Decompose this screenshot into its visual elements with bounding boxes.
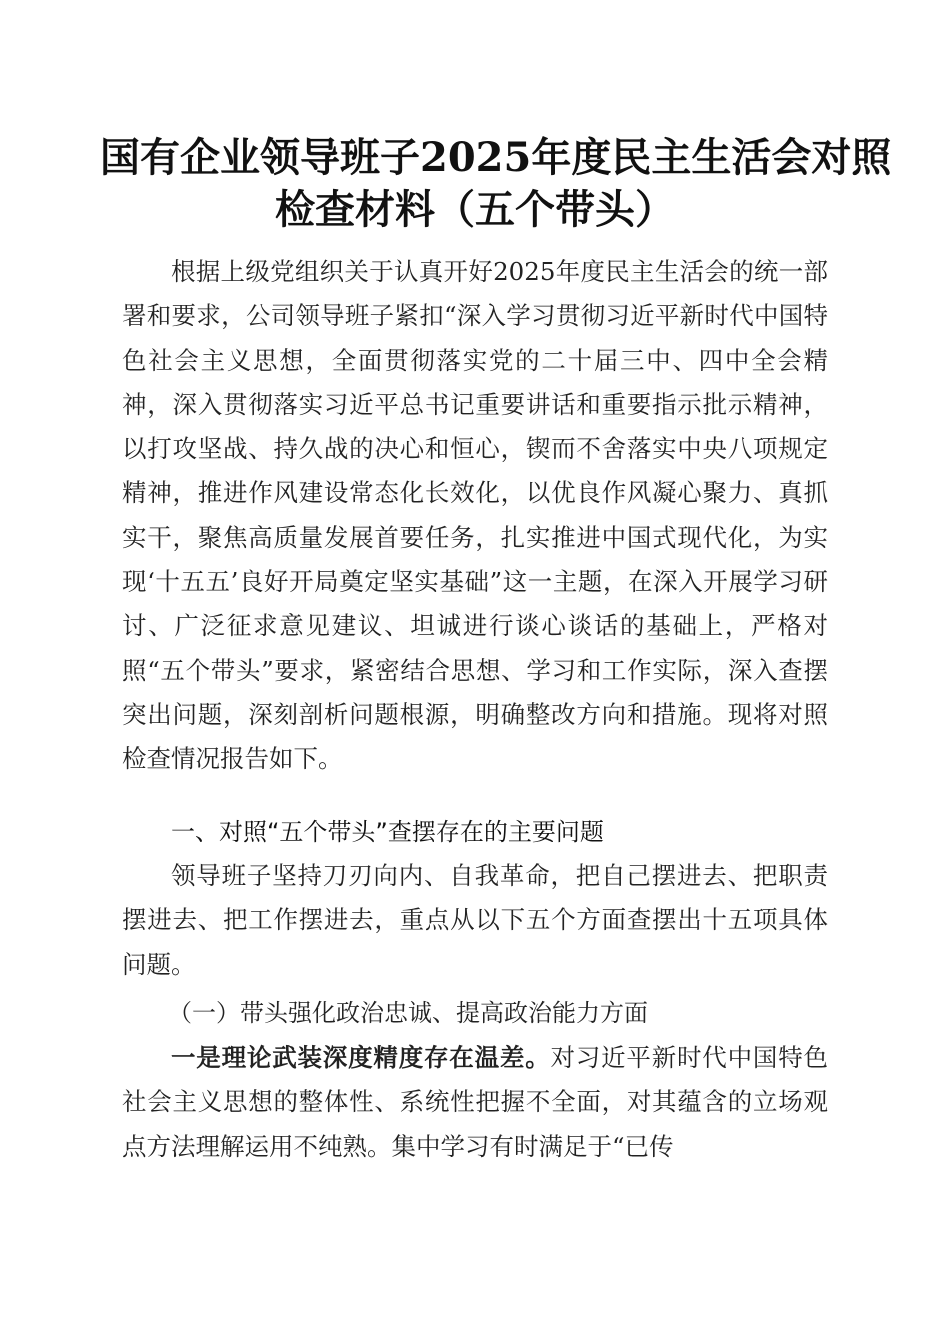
section-1-paragraph: 领导班子坚持刀刃向内、自我革命，把自己摆进去、把职责摆进去、把工作摆进去，重点从以下五个方面查摆出十五项具体问题。 — [122, 861, 828, 979]
document-title-line-1: 国有企业领导班子2025年度民主生活会对照 — [100, 134, 892, 181]
point-1-text: 对习近平新时代中国特色社会主义思想的整体性、系统性把握不全面，对其蕴含的立场观点方法理解运用不纯熟。集中学习有时满足于“已传 — [122, 1043, 828, 1161]
point-1-lead: 一是理论武装深度精度存在温差。 — [171, 1043, 551, 1072]
section-heading-1: 一、对照“五个带头”查摆存在的主要问题 — [171, 818, 604, 846]
document-title-line-2: 检查材料（五个带头） — [275, 186, 675, 233]
subsection-heading-1: （一）带头强化政治忠诚、提高政治能力方面 — [168, 999, 648, 1027]
intro-paragraph: 根据上级党组织关于认真开好2025年度民主生活会的统一部署和要求，公司领导班子紧扣“深入学习贯彻习近平新时代中国特色社会主义思想，全面贯彻落实党的二十届三中、四中全会精神，深入贯彻落实习近平总书记重要讲话和重要指示批示精神，以打攻坚战、持久战的决心和恒心，锲而不舍落实中央八项规定精神，推进作风建设常态化长效化，以优良作风凝心聚力、真抓实干，聚焦高质量发展首要任务，扎实推进中国式现代化，为实现‘十五五’良好开局奠定坚实基础”这一主题，在深入开展学习研讨、广泛征求意见建议、坦诚进行谈心谈话的基础上，严格对照“五个带头”要求，紧密结合思想、学习和工作实际，深入查摆突出问题，深刻剖析问题根源，明确整改方向和措施。现将对照检查情况报告如下。 — [122, 257, 828, 774]
point-1-paragraph — [122, 1036, 828, 1169]
